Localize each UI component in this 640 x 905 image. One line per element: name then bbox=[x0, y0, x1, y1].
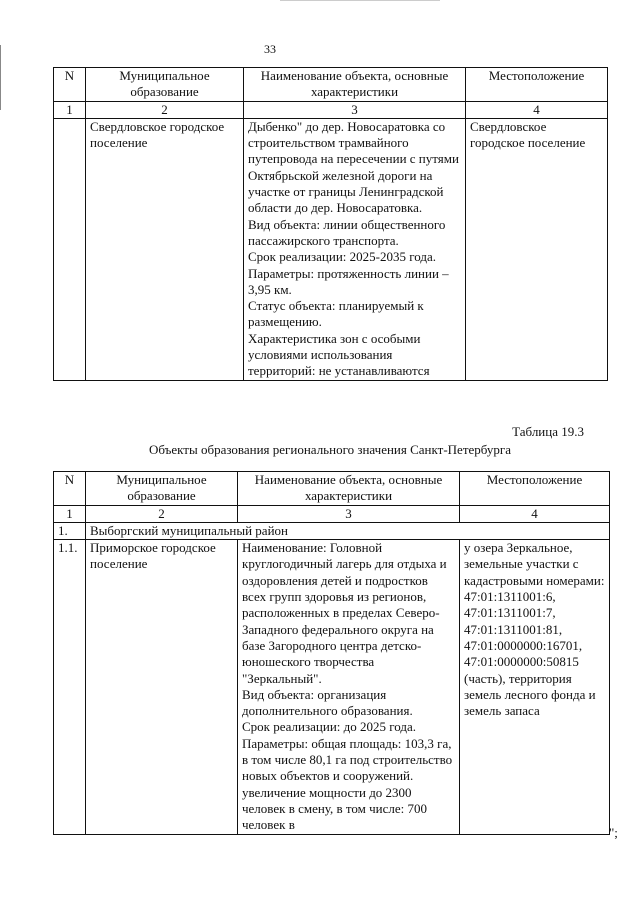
col-number: 1 bbox=[54, 505, 86, 522]
scan-artifact-line bbox=[280, 0, 440, 1]
row-number bbox=[54, 118, 86, 380]
col-number: 3 bbox=[244, 101, 466, 118]
location-cell: Свердловское городское поселение bbox=[466, 118, 608, 380]
header-municipality: Муниципальное образование bbox=[86, 472, 238, 506]
object-description-cell: Наименование: Головной круглогодичный лагерь для отдыха и оздоровления детей и подростков всех групп здоровья из регионов, расположенных в пределах Северо-Западного федерального округа на базе Загородного центра детско-юношеского творчества "Зеркальный". Вид объекта: организация дополнительного образования. Срок реализации: до 2025 года. Параметры: общая площадь: 103,3 га, в том числе 80,1 га под строительство новых объектов и сооружений. увеличение мощности до 2300 человек в смену, в том числе: 700 человек в bbox=[238, 540, 460, 834]
header-n: N bbox=[54, 472, 86, 506]
table-header-row bbox=[54, 68, 608, 102]
table-row bbox=[54, 118, 608, 380]
closing-quote: "; bbox=[609, 825, 618, 840]
education-objects-table bbox=[53, 471, 610, 835]
section-title: Выборгский муниципальный район bbox=[86, 522, 610, 539]
header-location: Местоположение bbox=[460, 472, 610, 506]
column-numbering-row bbox=[54, 505, 610, 522]
municipality-cell: Свердловское городское поселение bbox=[86, 118, 244, 380]
col-number: 4 bbox=[460, 505, 610, 522]
section-row bbox=[54, 522, 610, 539]
header-municipality: Муниципальное образование bbox=[86, 68, 244, 102]
table-row bbox=[54, 540, 610, 834]
col-number: 3 bbox=[238, 505, 460, 522]
section-number: 1. bbox=[54, 522, 86, 539]
table-header-row bbox=[54, 472, 610, 506]
col-number: 2 bbox=[86, 101, 244, 118]
col-number: 1 bbox=[54, 101, 86, 118]
objects-table-continued bbox=[53, 67, 608, 381]
header-object: Наименование объекта, основные характеристики bbox=[238, 472, 460, 506]
col-number: 2 bbox=[86, 505, 238, 522]
municipality-cell: Приморское городское поселение bbox=[86, 540, 238, 834]
location-cell: у озера Зеркальное, земельные участки с кадастровыми номерами: 47:01:1311001:6, 47:01:1311001:7, 47:01:1311001:81, 47:01:0000000:16701, 47:01:0000000:50815 (часть), территория земель лесного фонда и земель запаса bbox=[460, 540, 610, 834]
column-numbering-row bbox=[54, 101, 608, 118]
object-description-cell: Дыбенко" до дер. Новосаратовка со строительством трамвайного путепровода на пересечении с путями Октябрьской железной дороги на участке от границы Ленинградской области до дер. Новосаратовка. Вид объекта: линии общественного пассажирского транспорта. Срок реализации: 2025-2035 года. Параметры: протяженность линии – 3,95 км. Статус объекта: планируемый к размещению. Характеристика зон с особыми условиями использования территорий: не устанавливаются bbox=[244, 118, 466, 380]
table-title: Объекты образования регионального значения Санкт-Петербурга bbox=[148, 442, 511, 457]
table-label: Таблица 19.3 bbox=[512, 424, 584, 439]
page-number: 33 bbox=[264, 42, 276, 56]
header-location: Местоположение bbox=[466, 68, 608, 102]
col-number: 4 bbox=[466, 101, 608, 118]
header-n: N bbox=[54, 68, 86, 102]
header-object: Наименование объекта, основные характеристики bbox=[244, 68, 466, 102]
row-number: 1.1. bbox=[54, 540, 86, 834]
